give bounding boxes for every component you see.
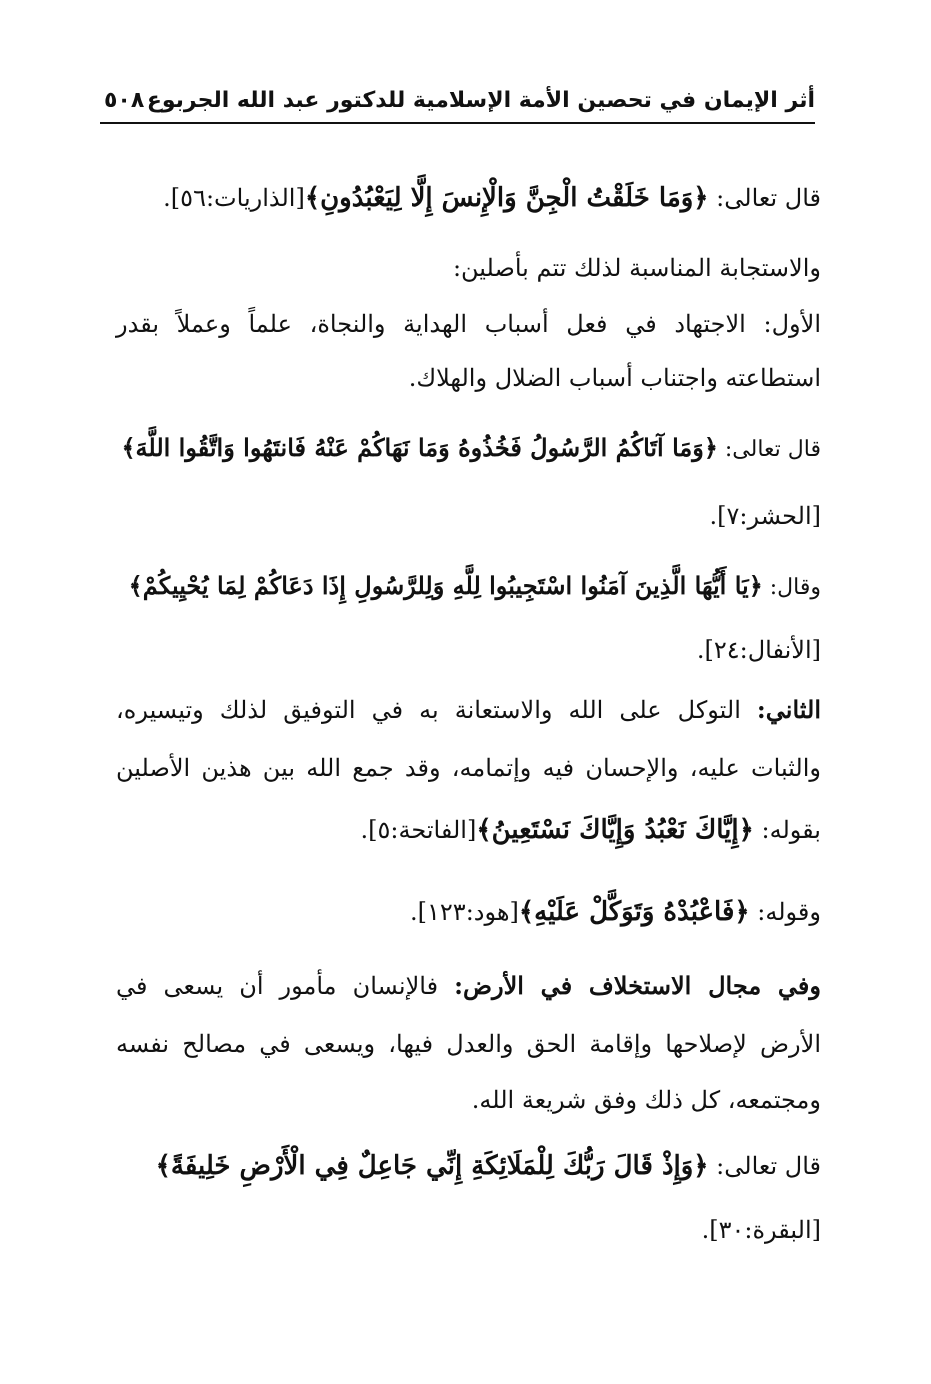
quran-verse: ﴿إِيَّاكَ نَعْبُدُ وَإِيَّاكَ نَسْتَعِينُ﴾ <box>476 815 754 845</box>
verse-line-hud <box>116 892 821 932</box>
verse-reference: [الحشر:٧]. <box>709 502 821 530</box>
verse-intro: قال تعالى: <box>708 1152 821 1180</box>
paragraph-line <box>116 690 821 730</box>
paragraph-text: التوكل على الله والاستعانة به في التوفيق لذلك وتيسيره، <box>116 696 757 724</box>
paragraph-line: والثبات عليه، والإحسان فيه وإتمامه، وقد جمع الله بين هذين الأصلين <box>116 754 821 782</box>
verse-reference: [هود:١٢٣]. <box>410 898 519 926</box>
header-title: أثر الإيمان في تحصين الأمة الإسلامية للدكتور عبد الله الجربوع <box>146 87 815 113</box>
verse-intro: قال تعالى: <box>708 184 821 212</box>
verse-intro: بقوله: <box>753 816 821 844</box>
verse-reference: [الذاريات:٥٦]. <box>163 184 305 212</box>
verse-intro: قال تعالى: <box>717 437 821 462</box>
running-header <box>100 78 815 124</box>
paragraph-line: الأرض لإصلاحها وإقامة الحق والعدل فيها، ويسعى في مصالح نفسه <box>116 1030 821 1058</box>
quran-verse: ﴿وَإِذْ قَالَ رَبُّكَ لِلْمَلَائِكَةِ إِنِّي جَاعِلٌ فِي الْأَرْضِ خَلِيفَةً﴾ <box>155 1151 709 1181</box>
paragraph-line: والاستجابة المناسبة لذلك تتم بأصلين: <box>452 254 821 282</box>
section-label: الثاني: <box>756 695 821 724</box>
paragraph-text: فالإنسان مأمور أن يسعى في <box>116 972 455 1000</box>
verse-reference: [الفاتحة:٥]. <box>360 816 477 844</box>
quran-verse: ﴿وَمَا آتَاكُمُ الرَّسُولُ فَخُذُوهُ وَمَا نَهَاكُمْ عَنْهُ فَانتَهُوا وَاتَّقُوا اللَّهَ﴾ <box>121 433 718 462</box>
page-number: ٥٠٨ <box>104 87 145 113</box>
paragraph-line: الأول: الاجتهاد في فعل أسباب الهداية والنجاة، علماً وعملاً بقدر <box>116 310 821 338</box>
verse-line-al-fatiha <box>116 810 821 850</box>
quran-verse: ﴿يَا أَيُّهَا الَّذِينَ آمَنُوا اسْتَجِيبُوا لِلَّهِ وَلِلرَّسُولِ إِذَا دَعَاكُمْ لِمَا يُحْيِيكُمْ﴾ <box>128 571 763 600</box>
paragraph-line <box>116 966 821 1006</box>
verse-line-al-baqara <box>116 1146 821 1186</box>
quran-verse: ﴿وَمَا خَلَقْتُ الْجِنَّ وَالْإِنسَ إِلَّا لِيَعْبُدُونِ﴾ <box>304 183 709 213</box>
verse-line-al-anfal <box>116 566 821 608</box>
section-label: وفي مجال الاستخلاف في الأرض: <box>454 971 821 1000</box>
verse-line-adh-dhariyat <box>116 178 821 218</box>
verse-line-al-hashr <box>116 428 821 470</box>
quran-verse: ﴿فَاعْبُدْهُ وَتَوَكَّلْ عَلَيْهِ﴾ <box>518 897 750 927</box>
verse-reference: [الأنفال:٢٤]. <box>696 636 821 664</box>
verse-intro: وقوله: <box>749 898 821 926</box>
paragraph-line: ومجتمعه، كل ذلك وفق شريعة الله. <box>471 1086 821 1114</box>
paragraph-line: استطاعته واجتناب أسباب الضلال والهلاك. <box>408 364 821 392</box>
verse-reference: [البقرة:٣٠]. <box>701 1216 821 1244</box>
verse-intro: وقال: <box>762 575 821 600</box>
